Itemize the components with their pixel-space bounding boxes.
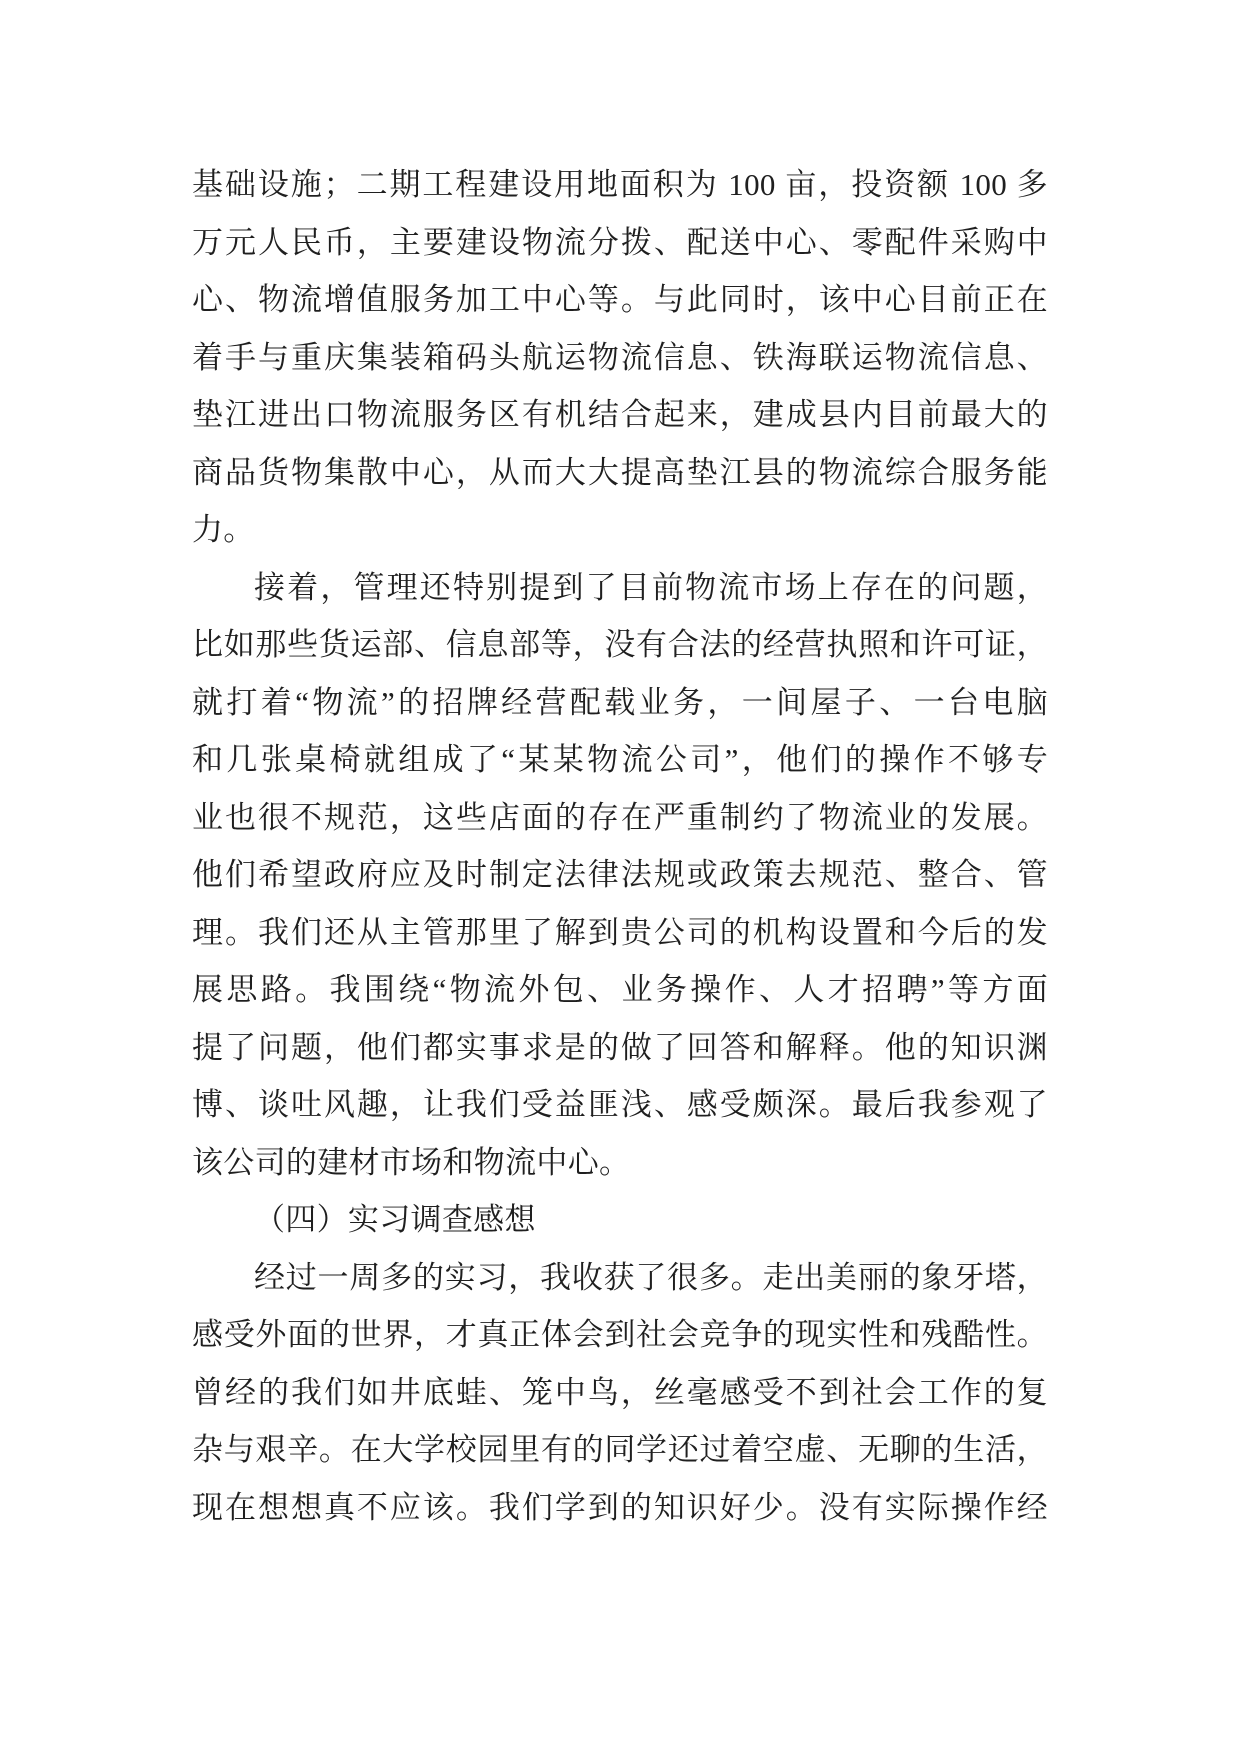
text-line: 该公司的建材市场和物流中心。 [192,1144,631,1180]
text-line: 现在想想真不应该。我们学到的知识好少。没有实际操作经 [192,1489,1048,1525]
text-line: （四）实习调查感想 [254,1202,536,1237]
text-line: 垫江进出口物流服务区有机结合起来，建成县内目前最大的 [192,397,1048,432]
text-line: 着手与重庆集装箱码头航运物流信息、铁海联运物流信息、 [192,339,1048,375]
text-line: 杂与艰辛。在大学校园里有的同学还过着空虚、无聊的生活， [192,1432,1048,1467]
text-line: 就打着“物流”的招牌经营配载业务，一间屋子、一台电脑 [192,684,1048,720]
text-line: 展思路。我围绕“物流外包、业务操作、人才招聘”等方面 [192,972,1048,1007]
text-line: 提了问题，他们都实事求是的做了回答和解释。他的知识渊 [192,1029,1048,1065]
para-internship-reflections [192,1249,1048,1537]
text-line: 基础设施；二期工程建设用地面积为 100 亩，投资额 100 多 [192,167,1048,202]
text-line: 理。我们还从主管那里了解到贵公司的机构设置和今后的发 [192,914,1048,950]
text-line: 商品货物集散中心，从而大大提高垫江县的物流综合服务能 [192,454,1048,490]
text-line: 心、物流增值服务加工中心等。与此同时，该中心目前正在 [192,282,1048,317]
heading-section-four [192,1191,1048,1249]
text-line: 业也很不规范，这些店面的存在严重制约了物流业的发展。 [192,799,1048,835]
para-logistics-center-construction [192,156,1048,559]
text-line: 曾经的我们如井底蛙、笼中鸟，丝毫感受不到社会工作的复 [192,1374,1048,1410]
text-line: 博、谈吐风趣，让我们受益匪浅、感受颇深。最后我参观了 [192,1087,1048,1122]
document-content [192,156,1048,1536]
text-line: 经过一周多的实习，我收获了很多。走出美丽的象牙塔， [254,1259,1048,1295]
text-line: 比如那些货运部、信息部等，没有合法的经营执照和许可证， [192,627,1048,662]
text-line: 他们希望政府应及时制定法律法规或政策去规范、整合、管 [192,857,1048,892]
text-line: 感受外面的世界，才真正体会到社会竞争的现实性和残酷性。 [192,1317,1048,1352]
text-line: 和几张桌椅就组成了“某某物流公司”，他们的操作不够专 [192,742,1048,777]
text-line: 接着，管理还特别提到了目前物流市场上存在的问题， [254,569,1048,605]
text-line: 万元人民币，主要建设物流分拨、配送中心、零配件采购中 [192,224,1048,260]
text-line: 力。 [192,512,255,547]
para-logistics-market-problems [192,559,1048,1192]
